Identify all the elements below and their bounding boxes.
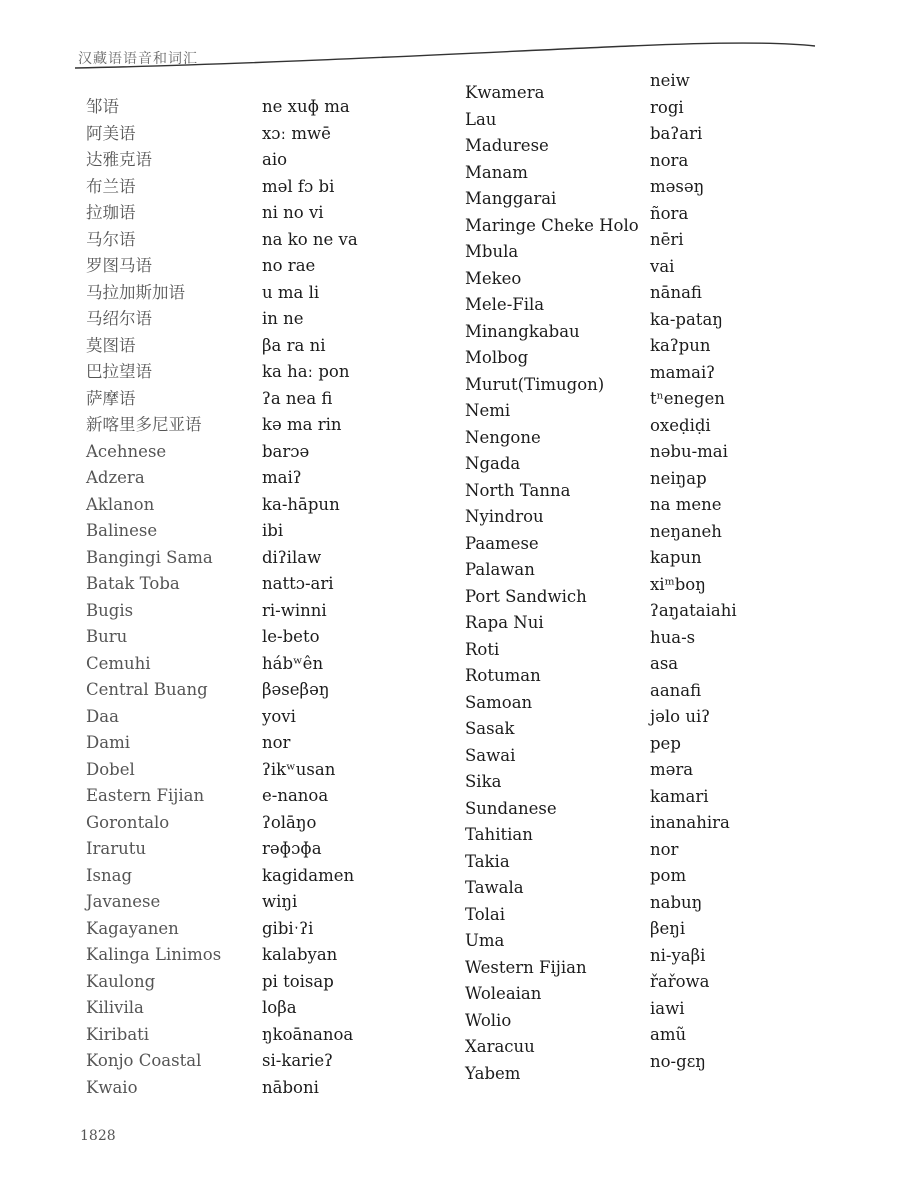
word-form: si-karieʔ: [262, 1051, 333, 1070]
language-name: Nyindrou: [465, 507, 544, 526]
language-name: Dami: [86, 733, 130, 752]
language-name: Tahitian: [465, 825, 533, 844]
word-form: kə ma rin: [262, 415, 342, 434]
language-name: Mbula: [465, 242, 519, 261]
word-form: məl fɔ bi: [262, 176, 335, 196]
language-name: Bugis: [86, 600, 134, 620]
word-form: ka-hāpun: [262, 494, 340, 514]
right-word-column: [650, 68, 737, 1075]
word-form: pom: [650, 866, 687, 885]
word-form: kapun: [650, 548, 702, 567]
word-form: asa: [650, 654, 679, 673]
left-language-column: [86, 94, 221, 1101]
word-form: mamaiʔ: [650, 362, 716, 382]
word-form: ʔa nea fi: [262, 388, 333, 408]
language-name: 马绍尔语: [86, 309, 152, 328]
language-name: Daa: [86, 706, 119, 726]
language-name: Manam: [465, 162, 528, 182]
language-name: Sika: [465, 772, 502, 791]
language-name: Buru: [86, 627, 128, 646]
word-form: řařowa: [650, 972, 710, 991]
language-name: 拉珈语: [86, 203, 136, 222]
language-name: Kiribati: [86, 1024, 150, 1044]
language-name: Western Fijian: [465, 957, 587, 977]
language-name: Minangkabau: [465, 321, 580, 341]
word-form: nəbu-mai: [650, 442, 728, 461]
page-number: 1828: [80, 1128, 116, 1144]
language-name: Murut(Timugon): [465, 374, 605, 394]
word-form: iawi: [650, 998, 685, 1018]
language-name: Rapa Nui: [465, 613, 544, 632]
language-name: 阿美语: [86, 123, 136, 143]
language-name: Maringe Cheke Holo: [465, 215, 639, 235]
word-form: kagidamen: [262, 865, 355, 885]
language-name: Uma: [465, 931, 505, 950]
word-form: ibi: [262, 521, 284, 540]
word-form: na mene: [650, 495, 722, 514]
language-name: Acehnese: [86, 441, 167, 461]
running-header: 汉藏语语音和词汇: [78, 51, 198, 67]
language-name: Yabem: [465, 1063, 521, 1083]
language-name: Nengone: [465, 427, 541, 447]
word-form: gibiˑʔi: [262, 918, 314, 938]
word-form: oxeḍiḍi: [650, 415, 711, 435]
language-name: Roti: [465, 639, 500, 659]
language-name: Kalinga Linimos: [86, 945, 222, 964]
language-name: Bangingi Sama: [86, 547, 213, 567]
word-form: u ma li: [262, 282, 320, 302]
word-form: yovi: [262, 706, 296, 726]
language-name: Mekeo: [465, 268, 522, 288]
word-form: nora: [650, 150, 689, 170]
word-form: ʔolāŋo: [262, 812, 317, 832]
word-form: amũ: [650, 1025, 687, 1044]
word-form: hua-s: [650, 627, 696, 647]
language-name: Molbog: [465, 348, 529, 367]
word-form: ni-yaβi: [650, 945, 706, 965]
word-form: kamari: [650, 786, 709, 806]
word-form: nor: [262, 733, 291, 752]
language-name: Lau: [465, 109, 497, 129]
language-name: Kilivila: [86, 998, 144, 1017]
language-name: Central Buang: [86, 680, 208, 699]
word-form: ŋkoānanoa: [262, 1024, 354, 1044]
language-name: Tawala: [465, 878, 524, 897]
language-name: Port Sandwich: [465, 586, 587, 606]
language-name: Kwamera: [465, 83, 545, 102]
language-name: 邹语: [86, 97, 119, 116]
left-word-column: [262, 94, 358, 1101]
word-form: pep: [650, 733, 681, 753]
language-name: Konjo Coastal: [86, 1051, 202, 1070]
language-name: Rotuman: [465, 666, 541, 685]
word-form: na ko ne va: [262, 229, 358, 249]
word-form: xɔː mwē: [262, 123, 331, 143]
language-name: 马尔语: [86, 229, 136, 249]
language-name: 新喀里多尼亚语: [86, 415, 202, 434]
word-form: jəlo uiʔ: [650, 707, 711, 726]
word-form: βəseβəŋ: [262, 680, 330, 699]
language-name: Eastern Fijian: [86, 786, 205, 805]
language-name: Manggarai: [465, 189, 557, 208]
word-form: aanafi: [650, 680, 702, 700]
word-form: in ne: [262, 309, 304, 328]
word-form: baʔari: [650, 124, 703, 143]
word-form: kaʔpun: [650, 336, 711, 355]
language-name: Tolai: [465, 904, 506, 924]
language-name: Madurese: [465, 136, 549, 155]
language-name: Balinese: [86, 521, 158, 540]
word-form: no rae: [262, 256, 316, 275]
language-name: 罗图马语: [86, 256, 152, 275]
language-name: 达雅克语: [86, 150, 152, 169]
language-name: 巴拉望语: [86, 362, 152, 381]
language-name: Kagayanen: [86, 918, 179, 938]
word-form: kalabyan: [262, 945, 338, 964]
word-form: inanahira: [650, 813, 730, 832]
word-form: xiᵐboŋ: [650, 574, 706, 594]
right-language-column: [465, 80, 639, 1087]
word-form: ñora: [650, 203, 689, 223]
language-name: Wolio: [465, 1010, 512, 1030]
word-form: nor: [650, 839, 679, 859]
word-form: nēri: [650, 230, 684, 249]
language-name: Sawai: [465, 745, 516, 765]
language-name: Kwaio: [86, 1077, 138, 1097]
language-name: Mele-Fila: [465, 295, 545, 314]
language-name: 莫图语: [86, 335, 136, 355]
language-name: Dobel: [86, 759, 135, 779]
word-form: nānafi: [650, 283, 702, 302]
language-name: Ngada: [465, 454, 521, 473]
word-form: maiʔ: [262, 468, 302, 487]
language-name: Xaracuu: [465, 1037, 535, 1056]
language-name: Paamese: [465, 533, 539, 553]
language-name: Woleaian: [465, 984, 542, 1003]
word-form: no-gɛŋ: [650, 1051, 706, 1071]
word-form: wiŋi: [262, 892, 298, 911]
language-name: Gorontalo: [86, 812, 170, 832]
language-name: Batak Toba: [86, 574, 180, 593]
word-form: ni no vi: [262, 203, 324, 222]
language-name: 布兰语: [86, 176, 136, 196]
word-form: rogi: [650, 97, 684, 117]
word-form: le-beto: [262, 627, 320, 646]
language-name: Cemuhi: [86, 653, 151, 673]
word-form: məsəŋ: [650, 177, 705, 196]
word-form: neiw: [650, 71, 690, 90]
word-form: vai: [650, 256, 675, 276]
word-form: ʔikʷusan: [262, 759, 336, 779]
word-form: βa ra ni: [262, 335, 326, 355]
language-name: Samoan: [465, 692, 533, 712]
language-name: Palawan: [465, 560, 535, 579]
word-form: neŋaneh: [650, 521, 722, 541]
language-name: Sundanese: [465, 798, 557, 818]
word-form: βeŋi: [650, 919, 686, 938]
language-name: 马拉加斯加语: [86, 282, 185, 302]
word-form: aio: [262, 150, 288, 169]
language-name: Nemi: [465, 401, 511, 420]
language-name: Isnag: [86, 865, 133, 885]
language-name: Aklanon: [86, 494, 155, 514]
word-form: ne xuɸ ma: [262, 97, 350, 116]
word-form: nattɔ-ari: [262, 574, 334, 593]
word-form: loβa: [262, 998, 297, 1017]
language-name: North Tanna: [465, 480, 571, 500]
language-name: Takia: [465, 851, 510, 871]
language-name: 萨摩语: [86, 388, 136, 408]
word-form: diʔilaw: [262, 547, 322, 567]
word-form: ka-pataŋ: [650, 309, 723, 329]
word-form: barɔə: [262, 441, 310, 461]
word-form: nabuŋ: [650, 892, 703, 912]
word-form: neiŋap: [650, 468, 707, 488]
word-form: ri-winni: [262, 600, 327, 620]
word-form: tⁿenegen: [650, 389, 725, 408]
language-name: Irarutu: [86, 839, 147, 858]
language-name: Javanese: [86, 892, 161, 911]
word-form: ʔaŋataiahi: [650, 601, 737, 620]
word-form: pi toisap: [262, 971, 334, 991]
word-form: nāboni: [262, 1077, 319, 1097]
language-name: Kaulong: [86, 971, 156, 991]
language-name: Sasak: [465, 719, 515, 738]
word-form: ka haː pon: [262, 362, 350, 381]
language-name: Adzera: [86, 468, 145, 487]
word-form: hábʷên: [262, 653, 324, 673]
word-form: rəɸɔɸa: [262, 839, 322, 858]
word-form: məra: [650, 760, 694, 779]
word-form: e-nanoa: [262, 786, 329, 805]
